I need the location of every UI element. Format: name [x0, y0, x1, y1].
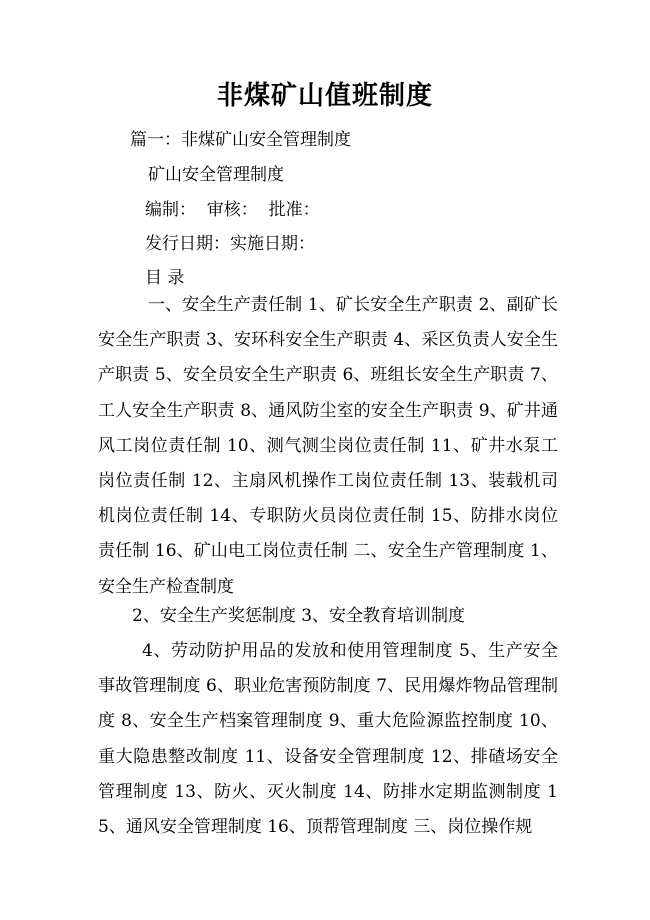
toc-paragraph-3: 4、劳动防护用品的发放和使用管理制度 5、生产安全事故管理制度 6、职业危害预防制度 7、民用爆炸物品管理制度 8、安全生产档案管理制度 9、重大危险源监控制度 10、重大隐患整改制度 11、设备安全管理制度 12、排碴场安全管理制度 13、防火、灭火制度 14、防排水定期监测制度 15、通风安全管理制度 16、顶帮管理制度 三、岗位操作规	[98, 641, 558, 838]
document-title: 非煤矿山值班制度	[216, 81, 433, 111]
document-subtitle: 矿山安全管理制度	[148, 165, 284, 185]
toc-heading: 目 录	[145, 268, 185, 288]
date-line: 发行日期：实施日期：	[145, 234, 315, 254]
toc-paragraph-1: 一、安全生产责任制 1、矿长安全生产职责 2、副矿长安全生产职责 3、安环科安全生产职责 4、采区负责人安全生产职责 5、安全员安全生产职责 6、班组长安全生产职责 7、工人安全生产职责 8、通风防尘室的安全生产职责 9、矿井通风工岗位责任制 10、测气测尘岗位责任制 11、矿井水泵工岗位责任制 12、主扇风机操作工岗位责任制 13、装载机司机岗位责任制 14、专职防火员岗位责任制 15、防排水岗位责任制 16、矿山电工岗位责任制 二、安全生产管理制度 1、安全生产检查制度	[98, 295, 558, 597]
signoff-line: 编制： 审核： 批准：	[145, 200, 320, 220]
section-heading: 篇一：非煤矿山安全管理制度	[130, 130, 351, 150]
toc-paragraph-2: 2、安全生产奖惩制度 3、安全教育培训制度	[132, 606, 466, 626]
